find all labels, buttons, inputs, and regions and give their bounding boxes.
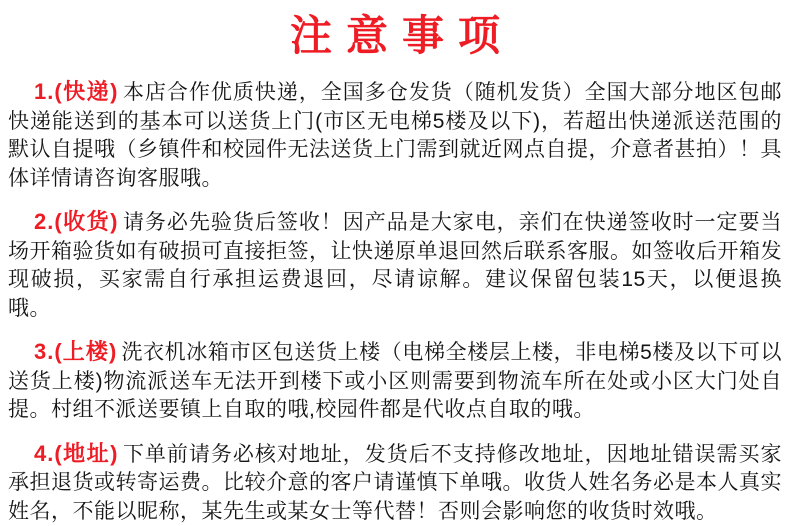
notice-item-upstairs-label: 3.(上楼) <box>34 339 121 364</box>
notice-item-upstairs <box>8 338 782 425</box>
notice-item-shipping-text: 本店合作优质快递，全国多仓发货（随机发货）全国大部分地区包邮快递能送到的基本可以送货上门(市区无电梯5楼及以下)，若超出快递派送范围的默认自提哦（乡镇件和校园件无法送货上门需到就近网点自提，介意者甚拍）！具体详情请咨询客服哦。 <box>8 81 782 190</box>
notice-item-address-text: 下单前请务必核对地址，发货后不支持修改地址，因地址错误需买家承担退货或转寄运费。比较介意的客户请谨慎下单哦。收货人姓名务必是本人真实姓名，不能以昵称，某先生或某女士等代替！否则会影响您的收货时效哦。 <box>8 443 782 523</box>
notice-item-address <box>8 440 782 526</box>
notice-list <box>0 78 790 526</box>
notice-item-upstairs-text: 洗衣机冰箱市区包送货上楼（电梯全楼层上楼，非电梯5楼及以下可以送货上楼)物流派送车无法开到楼下或小区则需要到物流车所在处或小区大门处自提。村组不派送要镇上自取的哦,校园件都是代收点自取的哦。 <box>8 341 782 421</box>
notice-item-shipping <box>8 78 782 193</box>
notice-item-receiving-text: 请务必先验货后签收！因产品是大家电，亲们在快递签收时一定要当场开箱验货如有破损可直接拒签，让快递原单退回然后联系客服。如签收后开箱发现破损，买家需自行承担运费退回，尽请谅解。建议保留包装15天，以便退换哦。 <box>8 211 782 320</box>
notice-item-receiving-label: 2.(收货) <box>34 209 122 234</box>
notice-item-address-label: 4.(地址) <box>34 441 122 466</box>
notice-item-receiving <box>8 208 782 323</box>
notice-item-shipping-label: 1.(快递) <box>34 79 122 104</box>
page-title: 注意事项 <box>0 10 790 62</box>
